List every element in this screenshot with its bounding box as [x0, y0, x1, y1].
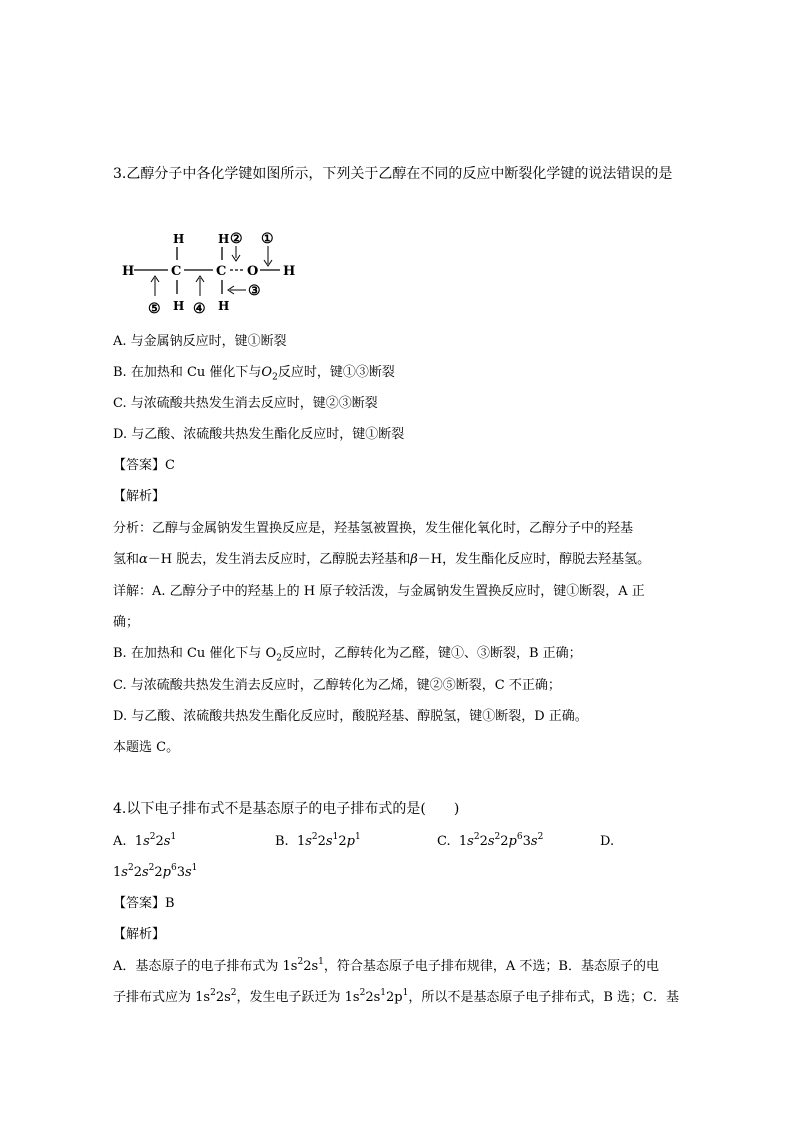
question-3-title: 3.乙醇分子中各化学键如图所示，下列关于乙醇在不同的反应中断裂化学键的说法错误的是 — [113, 166, 673, 182]
q3-option-d: D. 与乙酸、浓硫酸共热发生酯化反应时，键①断裂 — [113, 427, 405, 442]
atom-h-right: H — [283, 264, 296, 279]
atom-h-bottom-c1: H — [173, 299, 185, 313]
q4-option-d: $1s^22s^22p^63s^1$ — [113, 862, 198, 880]
q4-analysis-line-2: 子排布式应为 $1s^22s^2$，发生电子跃迁为 $1s^22s^12p^1$，所以不是基态原子电子排布式，B 选；C．基 — [113, 987, 679, 1005]
q4-analysis-heading: 【解析】 — [113, 927, 166, 942]
q4-analysis-line-1: A．基态原子的电子排布式为 $1s^22s^1$，符合基态原子电子排布规律，A 不选；B．基态原子的电 — [113, 956, 659, 974]
q3-option-c: C. 与浓硫酸共热发生消去反应时，键②③断裂 — [113, 396, 378, 411]
q3-detail-c: C. 与浓硫酸共热发生消去反应时，乙醇转化为乙烯，键②⑤断裂，C 不正确； — [113, 678, 561, 693]
bond-label-5: ⑤ — [148, 301, 161, 317]
bond-label-4: ④ — [193, 301, 206, 317]
q3-detail-a: 详解：A. 乙醇分子中的羟基上的 H 原子较活泼，与金属钠发生置换反应时，键①断裂，A 正 — [113, 584, 645, 599]
q3-conclusion: 本题选 C。 — [113, 740, 180, 755]
q3-answer: 【答案】C — [113, 458, 175, 473]
q3-analysis-heading: 【解析】 — [113, 489, 166, 504]
atom-o: O — [247, 264, 259, 279]
q3-detail-d: D. 与乙酸、浓硫酸共热发生酯化反应时，酸脱羟基、醇脱氢，键①断裂，D 正确。 — [113, 709, 588, 724]
bond-label-1: ① — [261, 231, 274, 247]
atom-c1: C — [171, 264, 182, 279]
q3-option-a: A. 与金属钠反应时，键①断裂 — [113, 334, 287, 349]
atom-h-left: H — [122, 264, 135, 279]
bond-label-2: ② — [230, 231, 243, 247]
atom-h-top-c1: H — [173, 232, 185, 246]
q3-option-b: B. 在加热和 Cu 催化下与$O_2$反应时，键①③断裂 — [113, 365, 395, 383]
q3-detail-a-cont: 确； — [113, 615, 140, 630]
q3-analysis-line-1: 分析：乙醇与金属钠发生置换反应是，羟基氢被置换，发生催化氧化时，乙醇分子中的羟基 — [113, 521, 634, 536]
question-4-title: 4.以下电子排布式不是基态原子的电子排布式的是( ) — [113, 801, 460, 817]
atom-h-bottom-c2: H — [218, 299, 230, 313]
q3-analysis-line-2: 氢和α－H 脱去，发生消去反应时，乙醇脱去羟基和β－H，发生酯化反应时，醇脱去羟基氢。 — [113, 552, 651, 567]
q4-option-d-label: D. — [600, 834, 615, 849]
atom-h-top-c2: H — [218, 232, 230, 246]
q4-option-c: C. $1s^22s^22p^63s^2$ — [437, 831, 544, 849]
bond-label-3: ③ — [248, 283, 261, 299]
q4-answer: 【答案】B — [113, 896, 175, 911]
q4-option-a: A. $1s^22s^1$ — [113, 831, 177, 849]
q4-option-b: B. $1s^22s^12p^1$ — [275, 831, 361, 849]
q3-detail-b: B. 在加热和 Cu 催化下与 $O_2$反应时，乙醇转化为乙醛，键①、③断裂，B 正确； — [113, 646, 582, 664]
atom-c2: C — [216, 264, 227, 279]
ethanol-bond-diagram — [120, 228, 305, 320]
